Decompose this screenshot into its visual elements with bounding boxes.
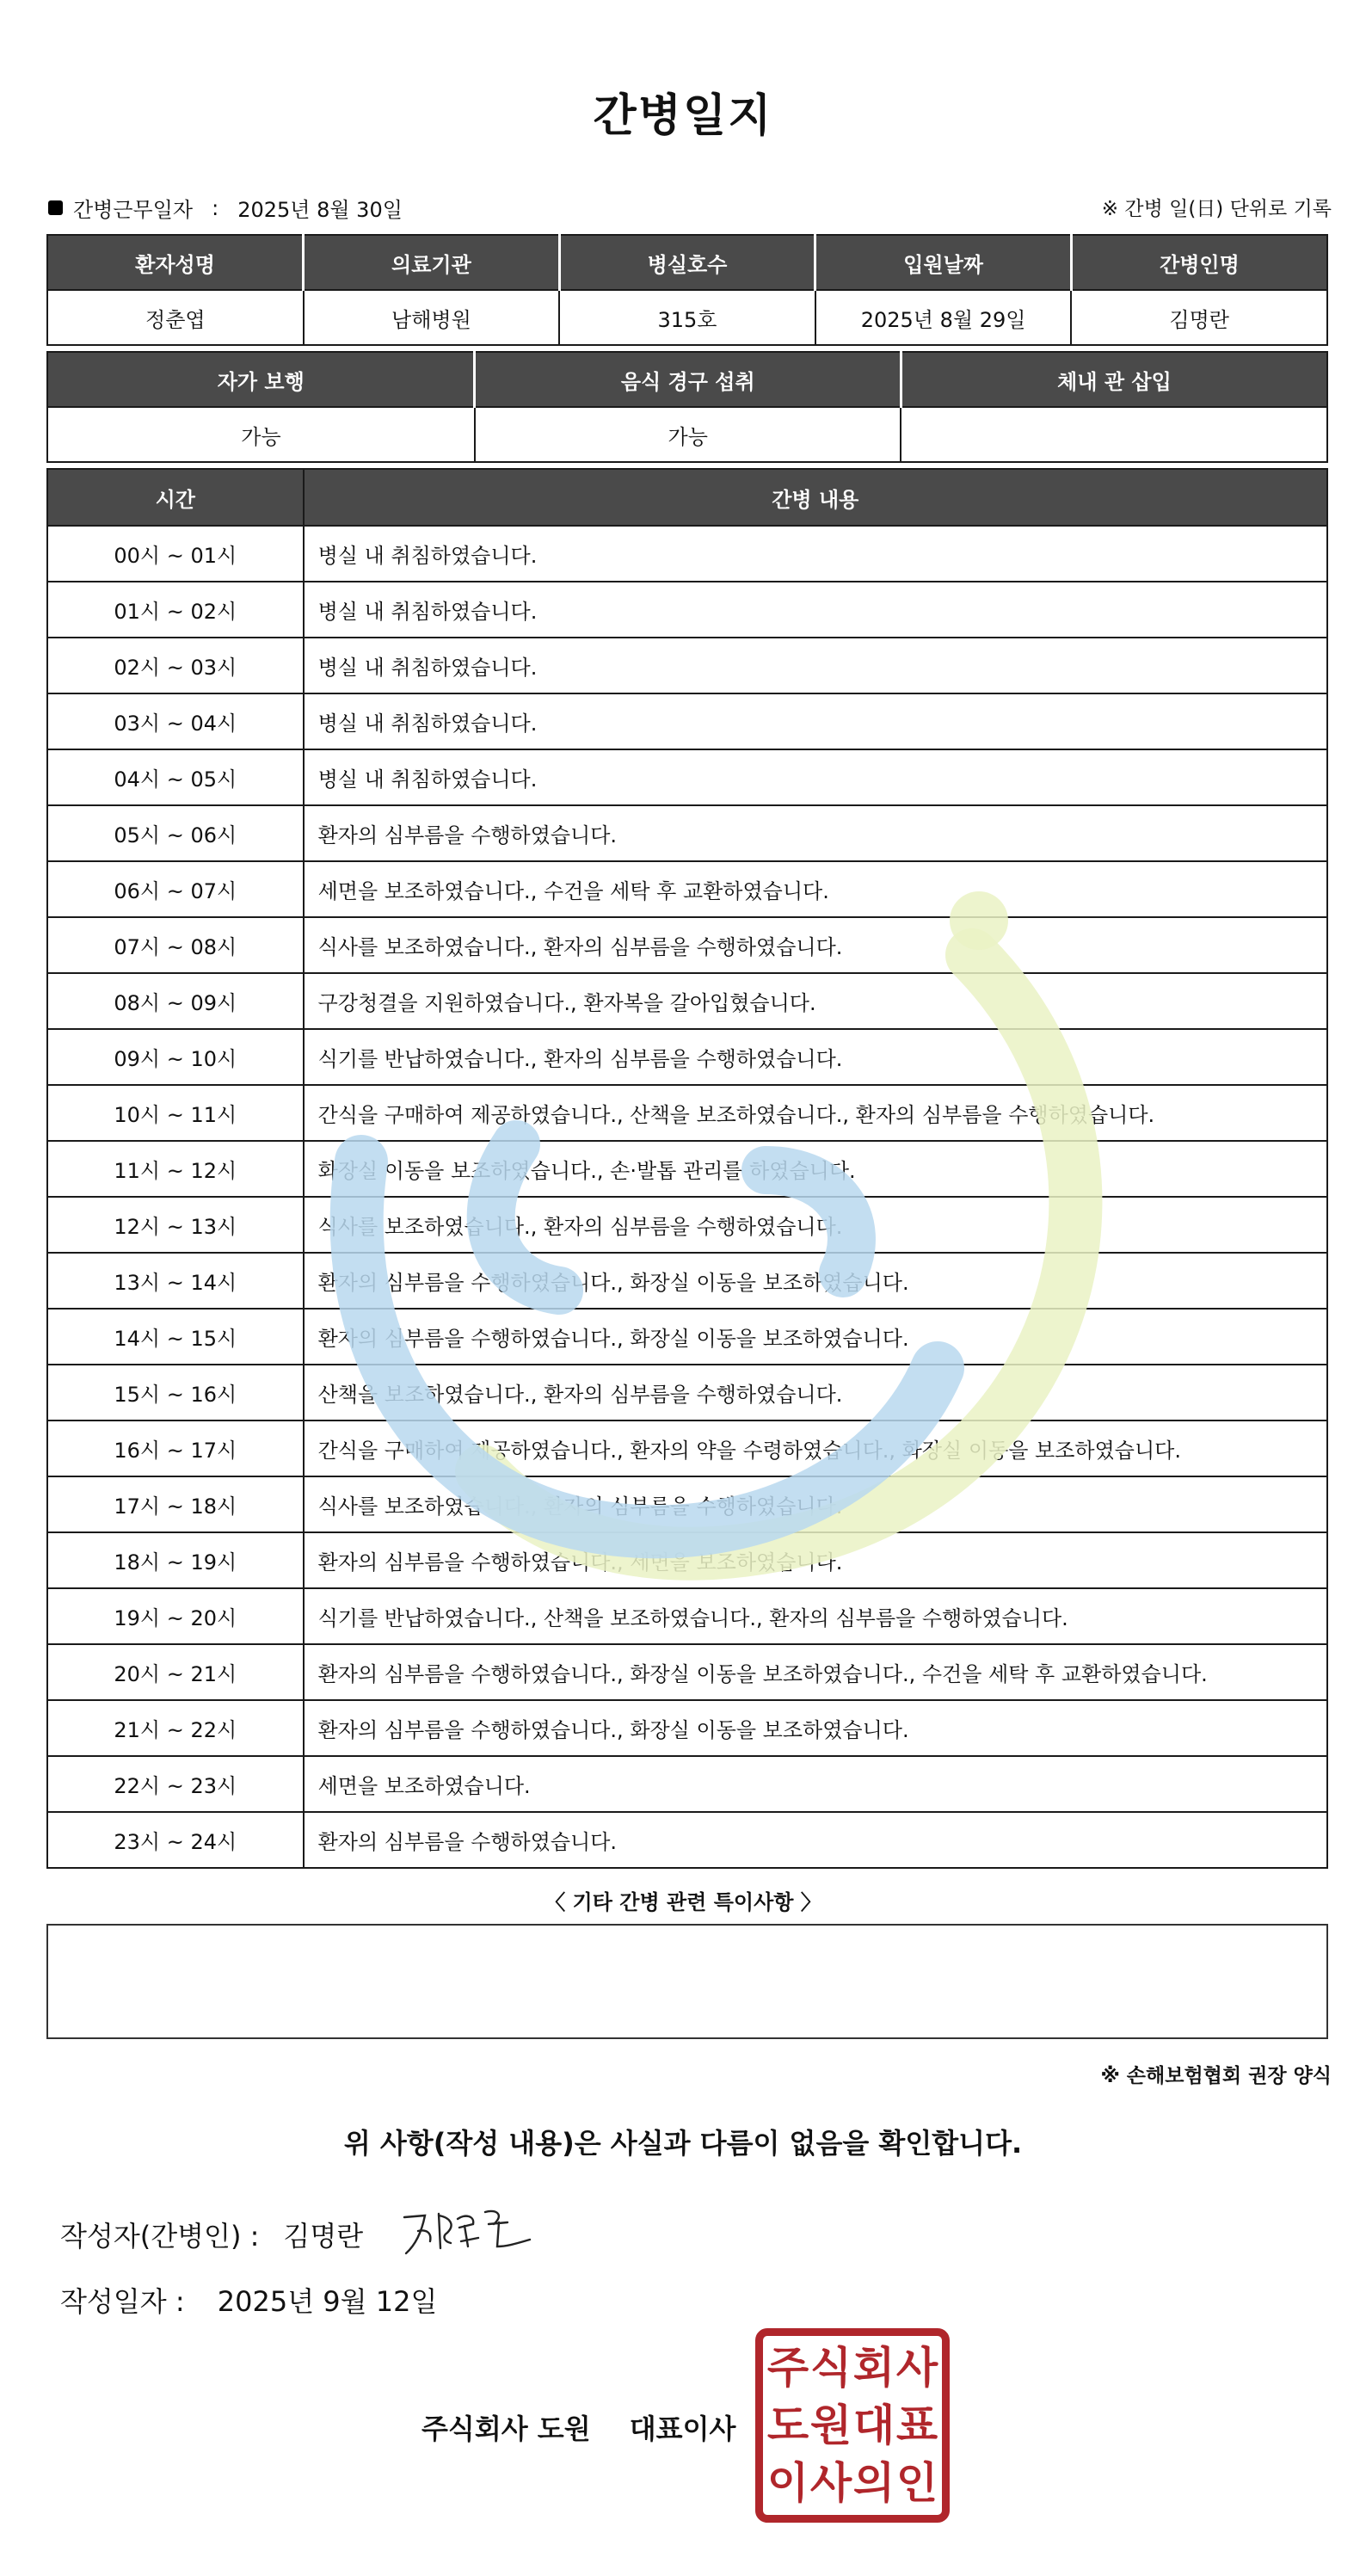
write-date-label: 작성일자 :: [60, 2285, 185, 2318]
square-bullet-icon: [48, 200, 63, 215]
care-time: 15시 ~ 16시: [47, 1365, 304, 1420]
care-time: 03시 ~ 04시: [47, 693, 304, 749]
handwritten-signature-icon: [396, 2198, 542, 2259]
header-patient-name: 환자성명: [47, 235, 304, 290]
care-log-row: [47, 1085, 1327, 1141]
write-date-value: 2025년 9월 12일: [217, 2285, 438, 2318]
care-content: 환자의 심부름을 수행하였습니다.: [304, 805, 1327, 861]
care-content: 세면을 보조하였습니다., 수건을 세탁 후 교환하였습니다.: [304, 861, 1327, 917]
care-time: 02시 ~ 03시: [47, 638, 304, 693]
seal-char: 인: [895, 2456, 938, 2508]
care-content: 병실 내 취침하였습니다.: [304, 693, 1327, 749]
care-log-row: [47, 693, 1327, 749]
care-content: 간식을 구매하여 제공하였습니다., 산책을 보조하였습니다., 환자의 심부름을 수행하였습니다.: [304, 1085, 1327, 1141]
care-time: 07시 ~ 08시: [47, 917, 304, 973]
care-time: 17시 ~ 18시: [47, 1476, 304, 1532]
care-time: 13시 ~ 14시: [47, 1253, 304, 1309]
care-log-body: [47, 526, 1327, 1868]
tube-insertion-value: [901, 407, 1327, 462]
work-date-label: 간병근무일자: [73, 198, 194, 222]
caregiver-name: 김명란: [1071, 290, 1327, 345]
work-date-line: [48, 193, 403, 223]
care-time: 21시 ~ 22시: [47, 1700, 304, 1756]
care-log-row: [47, 1029, 1327, 1085]
care-time: 12시 ~ 13시: [47, 1197, 304, 1253]
care-log-row: [47, 1309, 1327, 1365]
seal-char: 사: [809, 2456, 852, 2508]
care-time: 06시 ~ 07시: [47, 861, 304, 917]
care-content: 산책을 보조하였습니다., 환자의 심부름을 수행하였습니다.: [304, 1365, 1327, 1420]
care-content: 병실 내 취침하였습니다.: [304, 526, 1327, 582]
care-content: 화장실 이동을 보조하였습니다., 손·발톱 관리를 하였습니다.: [304, 1141, 1327, 1197]
care-log-row: [47, 1756, 1327, 1812]
care-log-table: [46, 468, 1328, 1869]
room-number: 315호: [559, 290, 815, 345]
care-content: 간식을 구매하여 제공하였습니다., 환자의 약을 수령하였습니다., 화장실 이동을 보조하였습니다.: [304, 1420, 1327, 1476]
header-self-walking: 자가 보행: [47, 352, 475, 407]
special-notes-box: [46, 1924, 1328, 2039]
work-date-value: 2025년 8월 30일: [237, 198, 403, 222]
care-content: 환자의 심부름을 수행하였습니다., 세면을 보조하였습니다.: [304, 1532, 1327, 1588]
care-log-row: [47, 1532, 1327, 1588]
care-log-row: [47, 1197, 1327, 1253]
care-time: 14시 ~ 15시: [47, 1309, 304, 1365]
care-time: 01시 ~ 02시: [47, 582, 304, 638]
care-content: 환자의 심부름을 수행하였습니다., 화장실 이동을 보조하였습니다., 수건을 세탁 후 교환하였습니다.: [304, 1644, 1327, 1700]
care-content: 식사를 보조하였습니다., 환자의 심부름을 수행하였습니다.: [304, 1476, 1327, 1532]
care-content: 병실 내 취침하였습니다.: [304, 749, 1327, 805]
seal-char: 대: [852, 2399, 895, 2450]
care-log-row: [47, 582, 1327, 638]
care-content: 식기를 반납하였습니다., 환자의 심부름을 수행하였습니다.: [304, 1029, 1327, 1085]
seal-char: 표: [895, 2399, 938, 2450]
care-content: 식기를 반납하였습니다., 산책을 보조하였습니다., 환자의 심부름을 수행하였습니다.: [304, 1588, 1327, 1644]
writer-label: 작성자(간병인) :: [60, 2220, 260, 2252]
patient-info-table: [46, 234, 1328, 346]
care-log-row: [47, 638, 1327, 693]
writer-line: [60, 2215, 363, 2254]
care-content: 환자의 심부름을 수행하였습니다., 화장실 이동을 보조하였습니다.: [304, 1253, 1327, 1309]
care-log-row: [47, 1812, 1327, 1868]
company-name: 주식회사 도원: [421, 2413, 591, 2445]
care-log-row: [47, 1476, 1327, 1532]
admission-date: 2025년 8월 29일: [815, 290, 1072, 345]
care-time: 16시 ~ 17시: [47, 1420, 304, 1476]
care-time: 00시 ~ 01시: [47, 526, 304, 582]
header-tube-insertion: 체내 관 삽입: [901, 352, 1327, 407]
care-time: 10시 ~ 11시: [47, 1085, 304, 1141]
writer-name: 김명란: [283, 2220, 364, 2252]
seal-char: 사: [895, 2342, 938, 2394]
seal-char: 의: [852, 2456, 895, 2508]
header-caregiver-name: 간병인명: [1071, 235, 1327, 290]
care-log-row: [47, 1253, 1327, 1309]
care-content: 병실 내 취침하였습니다.: [304, 582, 1327, 638]
header-care-content: 간병 내용: [304, 469, 1327, 526]
care-log-row: [47, 749, 1327, 805]
document-title: 간병일지: [593, 90, 773, 142]
care-content: 환자의 심부름을 수행하였습니다., 화장실 이동을 보조하였습니다.: [304, 1309, 1327, 1365]
company-seal-stamp: [755, 2328, 950, 2523]
care-time: 18시 ~ 19시: [47, 1532, 304, 1588]
company-line: [421, 2407, 735, 2447]
institution: 남해병원: [304, 290, 560, 345]
care-log-row: [47, 1365, 1327, 1420]
care-time: 11시 ~ 12시: [47, 1141, 304, 1197]
oral-intake-value: 가능: [475, 407, 901, 462]
header-time: 시간: [47, 469, 304, 526]
care-log-row: [47, 1141, 1327, 1197]
seal-char: 원: [809, 2399, 852, 2450]
care-time: 08시 ~ 09시: [47, 973, 304, 1029]
care-time: 19시 ~ 20시: [47, 1588, 304, 1644]
care-content: 식사를 보조하였습니다., 환자의 심부름을 수행하였습니다.: [304, 917, 1327, 973]
care-content: 식사를 보조하였습니다., 환자의 심부름을 수행하였습니다.: [304, 1197, 1327, 1253]
record-unit-note: ※ 간병 일(日) 단위로 기록: [1101, 198, 1332, 220]
seal-char: 이: [766, 2456, 809, 2508]
write-date-line: [60, 2280, 437, 2320]
care-time: 23시 ~ 24시: [47, 1812, 304, 1868]
special-notes-title: 〈 기타 간병 관련 특이사항 〉: [545, 1890, 821, 1914]
care-log-row: [47, 1644, 1327, 1700]
care-log-row: [47, 861, 1327, 917]
care-time: 09시 ~ 10시: [47, 1029, 304, 1085]
care-log-row: [47, 1420, 1327, 1476]
care-time: 22시 ~ 23시: [47, 1756, 304, 1812]
care-content: 병실 내 취침하였습니다.: [304, 638, 1327, 693]
header-admission-date: 입원날짜: [815, 235, 1072, 290]
header-oral-intake: 음식 경구 섭취: [475, 352, 901, 407]
seal-char: 주: [766, 2342, 809, 2394]
care-log-row: [47, 917, 1327, 973]
care-content: 환자의 심부름을 수행하였습니다.: [304, 1812, 1327, 1868]
patient-name: 정춘엽: [47, 290, 304, 345]
company-title: 대표이사: [629, 2413, 736, 2445]
work-date-colon: :: [212, 195, 219, 220]
seal-char: 회: [852, 2342, 895, 2394]
care-content: 구강청결을 지원하였습니다., 환자복을 갈아입혔습니다.: [304, 973, 1327, 1029]
care-time: 04시 ~ 05시: [47, 749, 304, 805]
care-content: 세면을 보조하였습니다.: [304, 1756, 1327, 1812]
care-time: 20시 ~ 21시: [47, 1644, 304, 1700]
care-content: 환자의 심부름을 수행하였습니다., 화장실 이동을 보조하였습니다.: [304, 1700, 1327, 1756]
patient-status-table: [46, 351, 1328, 463]
seal-char: 식: [809, 2342, 852, 2394]
care-log-row: [47, 805, 1327, 861]
seal-char: 도: [766, 2399, 809, 2450]
header-institution: 의료기관: [304, 235, 560, 290]
confirmation-statement: 위 사항(작성 내용)은 사실과 다름이 없음을 확인합니다.: [343, 2127, 1023, 2160]
care-time: 05시 ~ 06시: [47, 805, 304, 861]
care-log-row: [47, 973, 1327, 1029]
care-log-row: [47, 526, 1327, 582]
header-room-number: 병실호수: [559, 235, 815, 290]
recommended-form-note: ※ 손해보험협회 권장 양식: [1100, 2065, 1332, 2087]
care-log-row: [47, 1588, 1327, 1644]
self-walking-value: 가능: [47, 407, 475, 462]
care-log-row: [47, 1700, 1327, 1756]
